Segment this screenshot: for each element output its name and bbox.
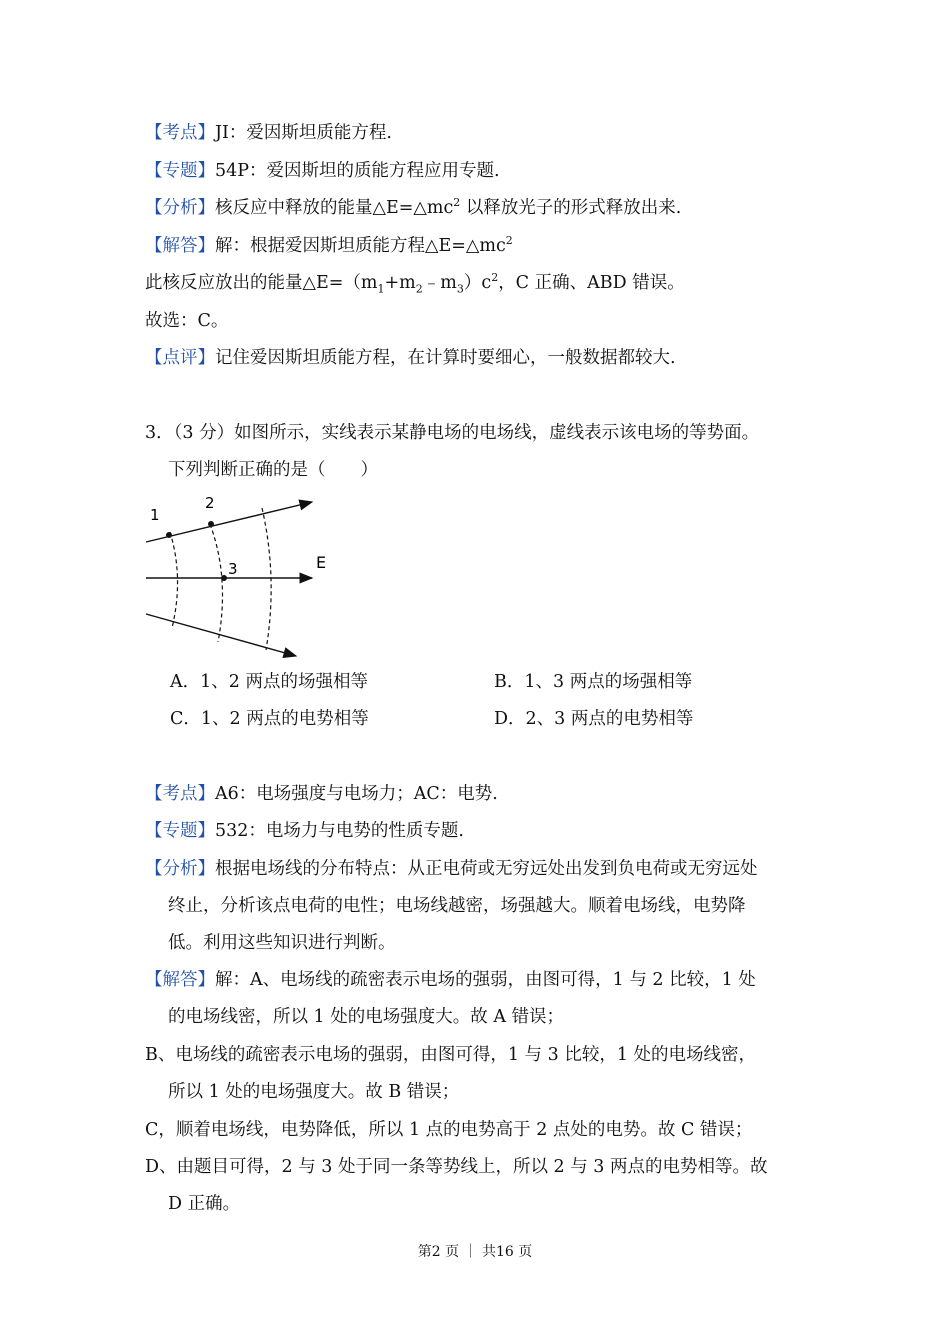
fenxi-line-2 [145, 857, 758, 881]
answer-b-line2: 所以 1 处的电场强度大。故 B 错误； [168, 1082, 460, 1102]
jieda-text: 解：根据爱因斯坦质能方程△E=△mc [215, 236, 506, 256]
page-footer: 第2 页 ｜ 共16 页 [417, 1244, 533, 1260]
jieda-tag-2: 【解答】 [145, 970, 215, 990]
equipotential-line-3 [262, 508, 271, 650]
kaodian-text: JI：爱因斯坦质能方程. [215, 123, 392, 143]
calc-d: ）c [463, 273, 492, 293]
fenxi-text-2a: 根据电场线的分布特点：从正电荷或无穷远处出发到负电荷或无穷远处 [215, 859, 758, 879]
point-1 [166, 532, 172, 538]
calc-sup: 2 [491, 271, 499, 285]
zhuanti-line-2 [145, 819, 464, 843]
label-3: 3 [228, 560, 238, 578]
field-line-bottom [146, 614, 296, 656]
calc-sub-3: 3 [456, 282, 464, 296]
choice-line: 故选：C。 [145, 311, 229, 331]
fenxi-text-a: 核反应中释放的能量△E=△mc [215, 198, 454, 218]
answer-b-line1: B、电场线的疏密表示电场的强弱，由图可得，1 与 3 比较，1 处的电场线密， [145, 1045, 757, 1065]
kaodian-line-2 [145, 782, 498, 806]
option-d: D．2、3 两点的电势相等 [494, 709, 694, 729]
fenxi-sup: 2 [453, 196, 461, 210]
zhuanti-text: 54P：爱因斯坦的质能方程应用专题. [215, 161, 500, 181]
label-1: 1 [150, 506, 160, 524]
jieda-text-2a: 解：A、电场线的疏密表示电场的强弱，由图可得，1 与 2 比较，1 处 [215, 970, 756, 990]
calc-sub-2: 2 [415, 282, 423, 296]
calc-c: ﹣m [422, 273, 457, 293]
question-stem-line2: 下列判断正确的是（ ） [168, 460, 378, 480]
fenxi-tag: 【分析】 [145, 198, 215, 218]
zhuanti-tag-2: 【专题】 [145, 821, 215, 841]
option-b: B．1、3 两点的场强相等 [494, 672, 693, 692]
kaodian-tag: 【考点】 [145, 123, 215, 143]
answer-d-line2: D 正确。 [168, 1194, 241, 1214]
jieda-line-2b: 的电场线密，所以 1 处的电场强度大。故 A 错误； [168, 1007, 565, 1027]
zhuanti-line-1 [145, 159, 500, 183]
kaodian-text-2: A6：电场强度与电场力；AC：电势. [215, 784, 498, 804]
jieda-line-2 [145, 968, 756, 992]
dianping-line [145, 346, 676, 370]
calc-sub-1: 1 [377, 282, 385, 296]
fenxi-line-2b: 终止，分析该点电荷的电性；电场线越密，场强越大。顺着电场线，电势降 [168, 896, 746, 916]
jieda-tag: 【解答】 [145, 236, 215, 256]
option-c: C．1、2 两点的电势相等 [170, 709, 369, 729]
zhuanti-text-2: 532：电场力与电势的性质专题. [215, 821, 464, 841]
equipotential-line-1 [170, 532, 178, 628]
kaodian-tag-2: 【考点】 [145, 784, 215, 804]
label-2: 2 [205, 494, 215, 512]
kaodian-line-1 [145, 121, 392, 145]
jieda-sup: 2 [505, 234, 513, 248]
dianping-tag: 【点评】 [145, 348, 215, 368]
calc-a: 此核反应放出的能量△E=（m [145, 273, 378, 293]
equipotential-line-2 [210, 524, 223, 642]
answer-d-line1: D、由题目可得，2 与 3 处于同一条等势线上，所以 2 与 3 两点的电势相等。故 [145, 1157, 768, 1177]
option-a: A．1、2 两点的场强相等 [170, 672, 368, 692]
zhuanti-tag: 【专题】 [145, 161, 215, 181]
jieda-line-1 [145, 234, 513, 258]
fenxi-line-1 [145, 196, 681, 220]
fenxi-tag-2: 【分析】 [145, 859, 215, 879]
calc-e: ，C 正确、ABD 错误。 [498, 273, 685, 293]
answer-c-line: C，顺着电场线，电势降低，所以 1 点的电势高于 2 点处的电势。故 C 错误； [145, 1120, 753, 1140]
calc-line [145, 271, 685, 295]
point-2 [208, 521, 214, 527]
point-3 [221, 575, 227, 581]
calc-b: +m [384, 273, 416, 293]
dianping-text: 记住爱因斯坦质能方程，在计算时要细心，一般数据都较大. [215, 348, 676, 368]
fenxi-line-2c: 低。利用这些知识进行判断。 [168, 933, 396, 953]
label-E: E [316, 553, 327, 572]
electric-field-figure [140, 490, 340, 670]
fenxi-text-b: 以释放光子的形式释放出来. [460, 198, 682, 218]
question-stem-line1: 3．（3 分）如图所示，实线表示某静电场的电场线，虚线表示该电场的等势面。 [145, 423, 760, 443]
